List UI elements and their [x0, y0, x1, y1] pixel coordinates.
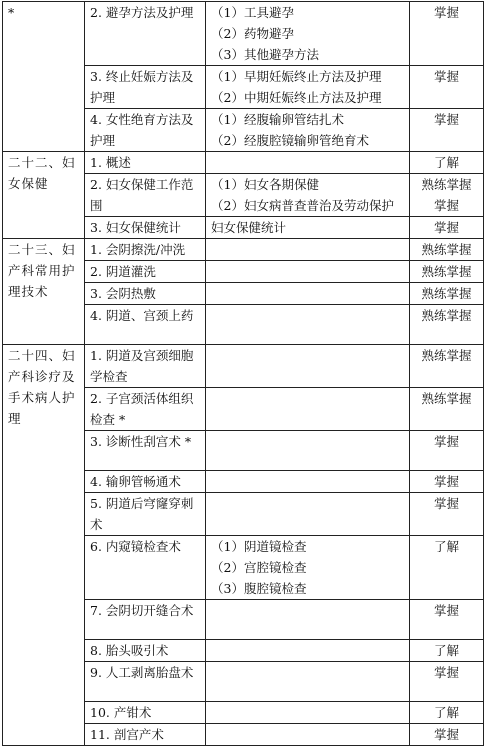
topic-cell: 4. 输卵管畅通术: [85, 471, 206, 493]
table-row: [3, 152, 484, 174]
requirement-cell: 熟练掌握: [410, 239, 484, 261]
content-item: （3）腹腔镜检查: [211, 581, 307, 596]
content-cell: [206, 283, 410, 305]
requirement-cell: 掌握: [410, 493, 484, 536]
content-item: （1）工具避孕: [211, 5, 294, 20]
unit-title: *: [3, 2, 85, 152]
requirement-cell: 了解: [410, 152, 484, 174]
topic-cell: 2. 子宫颈活体组织检查 *: [85, 388, 206, 431]
content-cell: [206, 239, 410, 261]
table-row: [3, 345, 484, 388]
requirement-cell: 了解: [410, 536, 484, 600]
requirement-cell: 掌握: [410, 109, 484, 152]
topic-cell: 11. 剖宫产术: [85, 724, 206, 746]
topic-cell: 5. 阴道后穹窿穿刺术: [85, 493, 206, 536]
content-item: （2）经腹腔镜输卵管绝育术: [211, 133, 369, 148]
syllabus-table-body: [3, 2, 484, 746]
content-cell: [206, 640, 410, 662]
syllabus-table: [2, 1, 484, 746]
topic-cell: 3. 会阴热敷: [85, 283, 206, 305]
content-cell: [206, 152, 410, 174]
content-item: （2）妇女病普查普治及劳动保护: [211, 198, 394, 213]
topic-cell: 3. 妇女保健统计: [85, 217, 206, 239]
requirement-cell: 熟练掌握: [410, 388, 484, 431]
content-item: （1）妇女各期保健: [211, 177, 319, 192]
topic-cell: 8. 胎头吸引术: [85, 640, 206, 662]
topic-cell: 9. 人工剥离胎盘术: [85, 662, 206, 702]
content-cell: [206, 493, 410, 536]
requirement-cell: 掌握: [410, 724, 484, 746]
requirement-cell: 熟练掌握: [410, 283, 484, 305]
content-cell: [206, 724, 410, 746]
requirement-cell: 掌握: [410, 471, 484, 493]
requirement-cell: 掌握: [410, 66, 484, 109]
content-item: 妇女保健统计: [211, 220, 287, 235]
requirement-cell: 掌握: [410, 600, 484, 640]
content-cell: [206, 431, 410, 471]
requirement-cell: 熟练掌握: [410, 345, 484, 388]
content-cell: [206, 345, 410, 388]
content-cell: [206, 174, 410, 217]
content-item: （2）中期妊娠终止方法及护理: [211, 90, 382, 105]
content-cell: [206, 536, 410, 600]
content-cell: [206, 66, 410, 109]
topic-cell: 6. 内窥镜检查术: [85, 536, 206, 600]
requirement-cell: 掌握: [410, 2, 484, 66]
topic-cell: 1. 会阴擦洗/冲洗: [85, 239, 206, 261]
content-item: （3）其他避孕方法: [211, 47, 319, 62]
requirement-cell: 熟练掌握: [410, 261, 484, 283]
content-cell: [206, 217, 410, 239]
topic-cell: 2. 避孕方法及护理: [85, 2, 206, 66]
content-cell: [206, 702, 410, 724]
content-cell: [206, 109, 410, 152]
content-cell: [206, 305, 410, 345]
unit-title: 二十三、妇产科常用护理技术: [3, 239, 85, 345]
table-row: [3, 2, 484, 66]
unit-title: 二十二、妇女保健: [3, 152, 85, 239]
topic-cell: 3. 终止妊娠方法及护理: [85, 66, 206, 109]
content-item: （1）经腹输卵管结扎术: [211, 112, 344, 127]
requirement-cell: 了解: [410, 702, 484, 724]
content-item: （1）阴道镜检查: [211, 539, 307, 554]
requirement-cell: 掌握: [410, 217, 484, 239]
topic-cell: 1. 概述: [85, 152, 206, 174]
unit-title: 二十四、妇产科诊疗及手术病人护理: [3, 345, 85, 746]
requirement-cell: 熟练掌握 掌握: [410, 174, 484, 217]
requirement-cell: 掌握: [410, 662, 484, 702]
topic-cell: 7. 会阴切开缝合术: [85, 600, 206, 640]
topic-cell: 4. 阴道、宫颈上药: [85, 305, 206, 345]
topic-cell: 3. 诊断性刮宫术 *: [85, 431, 206, 471]
topic-cell: 10. 产钳术: [85, 702, 206, 724]
content-item: （2）药物避孕: [211, 26, 294, 41]
content-item: （1）早期妊娠终止方法及护理: [211, 69, 382, 84]
content-cell: [206, 662, 410, 702]
content-cell: [206, 261, 410, 283]
content-cell: [206, 600, 410, 640]
content-item: （2）宫腔镜检查: [211, 560, 307, 575]
content-cell: [206, 2, 410, 66]
requirement-cell: 熟练掌握: [410, 305, 484, 345]
table-row: [3, 239, 484, 261]
content-cell: [206, 471, 410, 493]
topic-cell: 4. 女性绝育方法及护理: [85, 109, 206, 152]
requirement-cell: 了解: [410, 640, 484, 662]
topic-cell: 2. 阴道灌洗: [85, 261, 206, 283]
requirement-cell: 掌握: [410, 431, 484, 471]
topic-cell: 2. 妇女保健工作范围: [85, 174, 206, 217]
content-cell: [206, 388, 410, 431]
topic-cell: 1. 阴道及宫颈细胞学检查: [85, 345, 206, 388]
